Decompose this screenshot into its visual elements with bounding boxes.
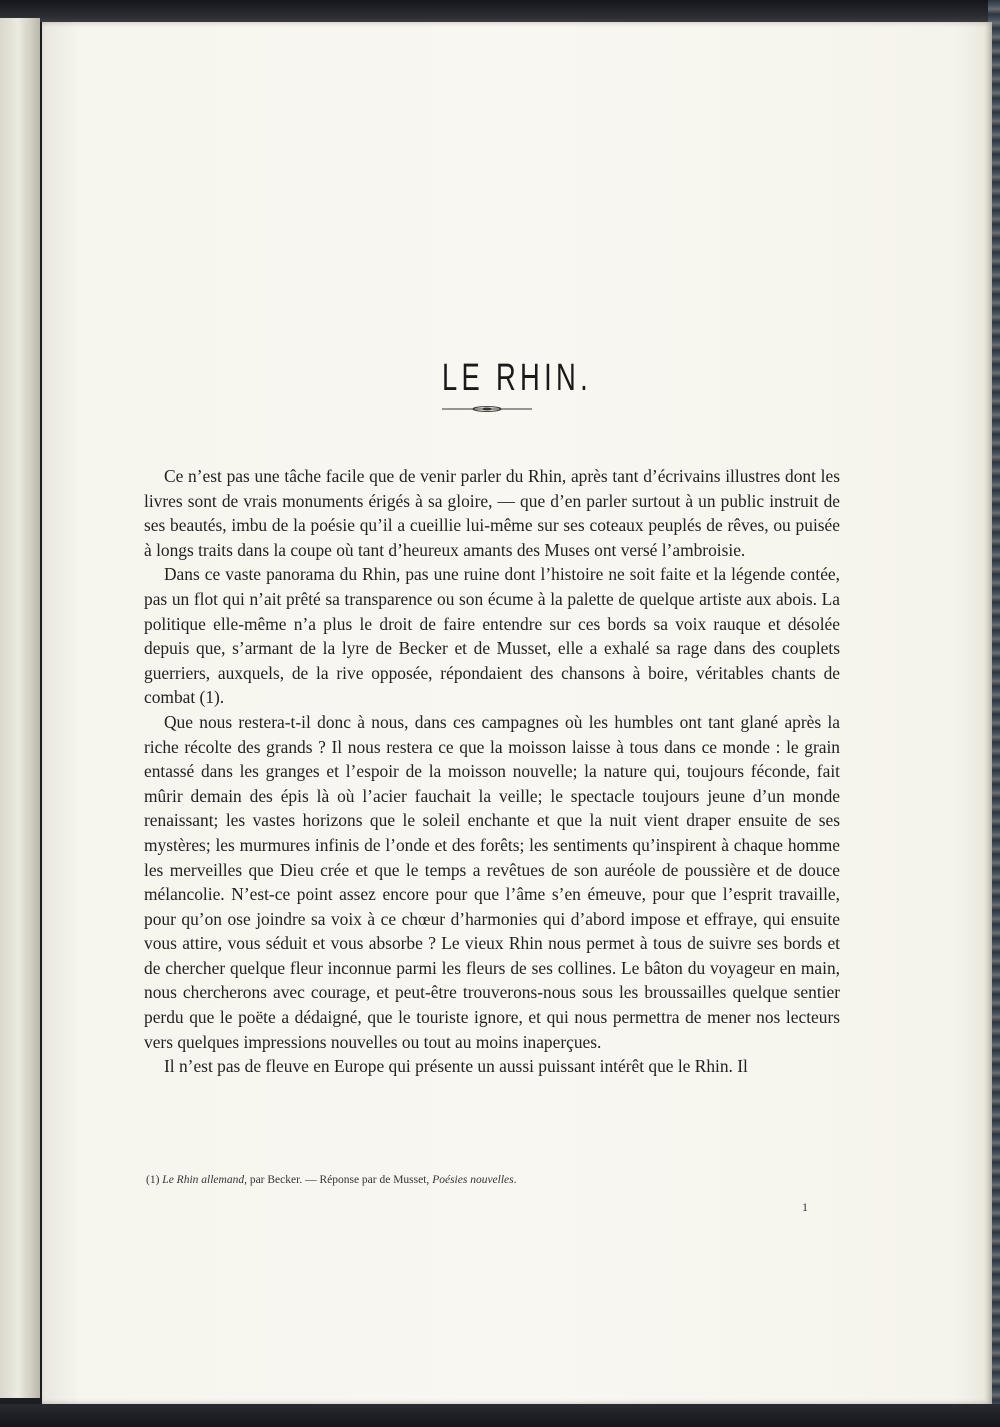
body-text [144,464,840,1079]
footnote-end: . [513,1174,517,1186]
footnote-title: Poésies nouvelles [432,1174,514,1186]
paragraph: Il n’est pas de fleuve en Europe qui présente un aussi puissant intérêt que le Rhin. Il [164,1056,748,1077]
paragraph: Ce n’est pas une tâche facile que de venir parler du Rhin, après tant d’écrivains illustres dont les livres sont de vrais monuments érigés à sa gloire, — que d’en parler surtout à un public instruit de ses beautés, imbu de la poésie qu’il a cueillie lui-même sur ses coteaux peuplés de rêves, ou puisée à longs traits dans la coupe où tant d’heureux amants des Muses ont versé l’ambroisie. [144,466,840,560]
footnote-title: Le Rhin allemand [162,1174,245,1186]
book-page [42,22,992,1404]
scan-border-top [0,0,1000,22]
paragraph: Dans ce vaste panorama du Rhin, pas une ruine dont l’histoire ne soit faite et la légende contée, pas un flot qui n’ait prêté sa transparence ou son écume à la palette de quelque artiste aux abois. La politique elle-même n’a plus le droit de faire entendre sur ces bords sa voix rauque et désolée depuis que, s’armant de la lyre de Becker et de Musset, elle a exhalé sa rage dans des couplets guerriers, auxquels, de la rive opposée, répondaient des chansons à boire, véritables chants de combat (1). [144,564,840,708]
footnote-text: , par Becker. — Réponse par de Musset, [244,1174,433,1186]
scan-border-bottom [0,1404,1000,1427]
left-page-edge [0,18,40,1398]
page-title: LE RHIN. [441,357,593,400]
footnote [146,1174,846,1186]
footnote-marker: (1) [146,1174,160,1186]
paragraph: Que nous restera-t-il donc à nous, dans ces campagnes où les humbles ont tant glané après la riche récolte des grands ? Il nous restera ce que la moisson laisse à tous dans ce monde : le grain entassé dans les granges et l’espoir de la moisson nouvelle; la nature qui, toujours féconde, fait mûrir demain des épis là où l’acier fauchait la veille; le spectacle toujours jeune d’un monde renaissant; les vastes horizons que le soleil enchante et que la nuit vient draper ensuite de ses mystères; les murmures infinis de l’onde et des forêts; les sentiments qu’inspirent à chaque homme les merveilles que Dieu crée et que le temps a revêtues de son auréole de poussière et de douce mélancolie. N’est-ce point assez encore pour que l’âme s’en émeuve, pour que l’esprit travaille, pour qu’on ose joindre sa voix à ce chœur d’harmonies qui d’abord impose et effraye, qui ensuite vous attire, vous séduit et vous absorbe ? Le vieux Rhin nous permet à tous de suivre ses bords et de chercher quelque fleur inconnue parmi les fleurs de ses collines. Le bâton du voyageur en main, nous chercherons avec courage, et peut-être trouverons-nous sous les broussailles quelque sentier perdu que le poëte a dédaigné, que le touriste ignore, et qui nous permettra de mener nos lecteurs vers quelques impressions nouvelles ou tout au moins inaperçues. [144,711,840,1052]
title-ornament [442,405,532,413]
page-number: 1 [802,1200,808,1214]
